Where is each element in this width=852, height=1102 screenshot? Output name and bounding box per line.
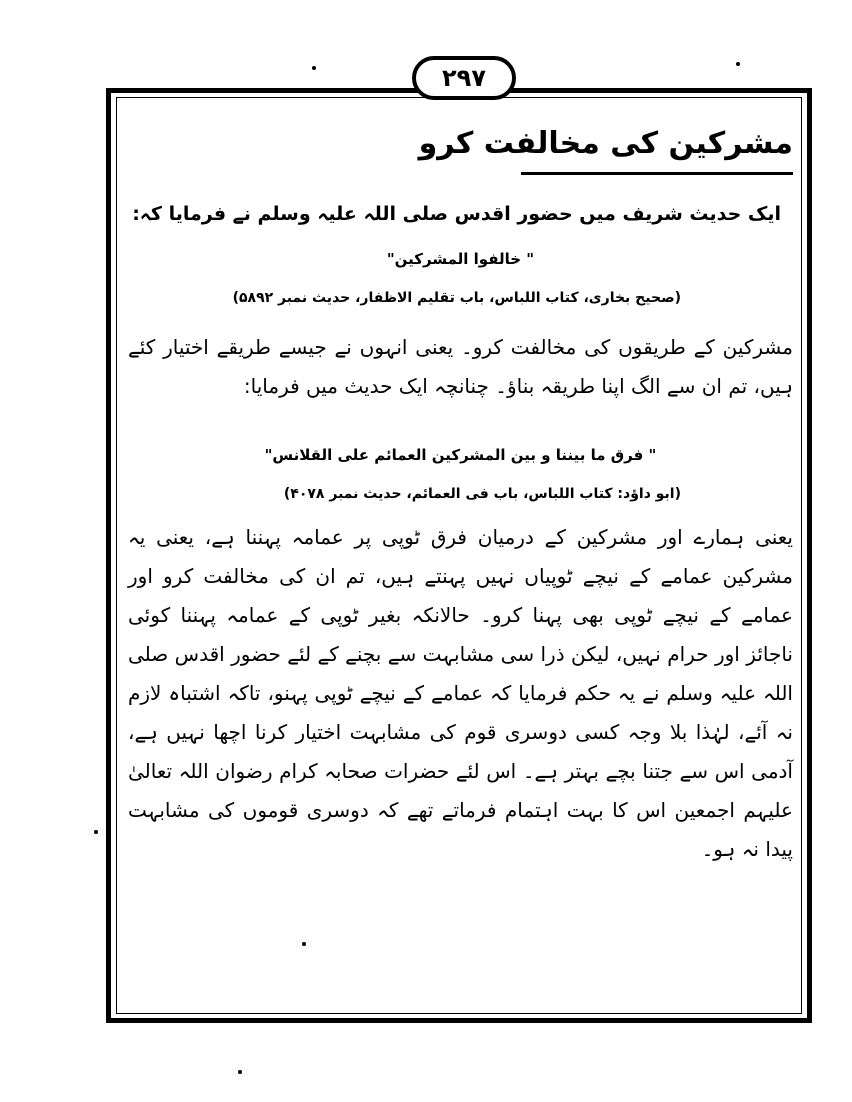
page-number: ۲۹۷ <box>412 56 516 100</box>
hadith-quote-1: " خالفوا المشرکین" <box>386 250 535 268</box>
scan-speck <box>736 62 740 66</box>
scan-speck <box>302 942 306 946</box>
reference-2: (ابو داؤد: کتاب اللباس، باب فی العمائم، حدیث نمبر ۴۰۷۸) <box>283 486 681 502</box>
intro-line: ایک حدیث شریف میں حضور اقدس صلی اللہ علیہ وسلم نے فرمایا کہ: <box>132 203 781 225</box>
paragraph-2: یعنی ہمارے اور مشرکین کے درمیان فرق ٹوپی پر عمامہ پہننا ہے، یعنی یہ مشرکین عمامے کے نیچے ٹوپیاں نہیں پہنتے ہیں، تم ان کی مخالفت کرو اور عمامے کے نیچے ٹوپی بھی پہنا کرو۔ حالانکہ بغیر ٹوپی کے عمامہ پہننا کوئی ناجائز اور حرام نہیں، لیکن ذرا سی مشابہت سے بچنے کے لئے حضور اقدس صلی اللہ علیہ وسلم نے یہ حکم فرمایا کہ عمامے کے نیچے ٹوپی پہنو، تاکہ اشتباہ لازم نہ آئے، لہٰذا بلا وجہ کسی دوسری قوم کی مشابہت اختیار کرنا اچھا نہیں ہے، آدمی اس سے جتنا بچے بہتر ہے۔ اس لئے حضرات صحابہ کرام رضوان اللہ تعالیٰ علیہم اجمعین اس کا بہت اہتمام فرماتے تھے کہ دوسری قوموں کی مشابہت پیدا نہ ہو۔ <box>128 525 793 861</box>
heading-underline <box>521 172 793 175</box>
section-heading: مشرکین کی مخالفت کرو <box>418 126 793 161</box>
scan-speck <box>238 1070 242 1074</box>
hadith-quote-2: " فرق ما بیننا و بین المشرکین العمائم علی القلانس" <box>264 446 657 464</box>
scan-speck <box>94 830 98 834</box>
scan-speck <box>312 66 316 70</box>
paragraph-1: مشرکین کے طریقوں کی مخالفت کرو۔ یعنی انہوں نے جیسے طریقے اختیار کئے ہیں، تم ان سے الگ اپنا طریقہ بناؤ۔ چنانچہ ایک حدیث میں فرمایا: <box>128 335 793 398</box>
reference-1: (صحیح بخاری، کتاب اللباس، باب تقلیم الاظفار، حدیث نمبر ۵۸۹۲) <box>232 290 681 306</box>
